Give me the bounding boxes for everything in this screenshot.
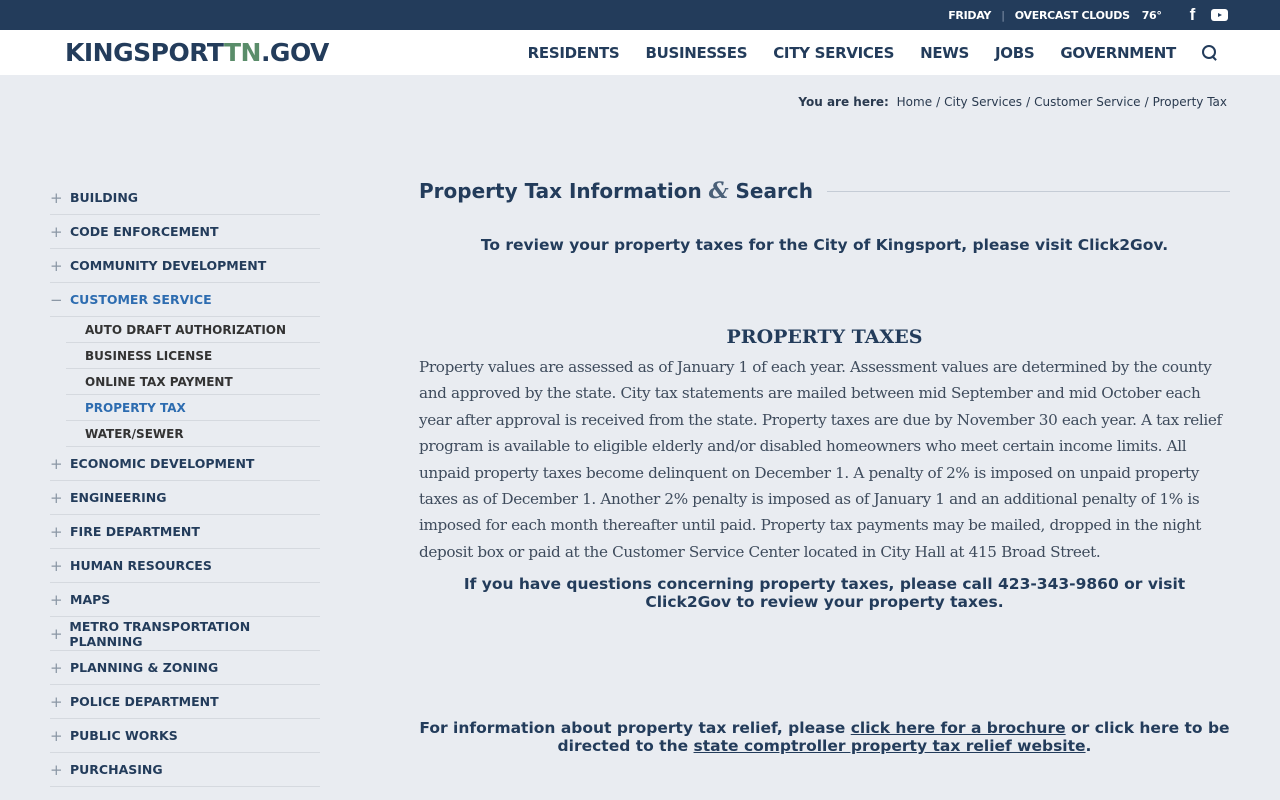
sidebar-item-public-works[interactable] [50,719,320,753]
sidebar-item-economic-development[interactable] [50,447,320,481]
sidebar-item-customer-service[interactable] [50,283,320,317]
sidebar-subitem-auto-draft-authorization[interactable]: AUTO DRAFT AUTHORIZATION [66,317,320,343]
sidebar-nav [50,181,320,787]
property-tax-body: Property values are assessed as of January 1 of each year. Assessment values are determined by the county and approved by the state. City tax statements are mailed between mid September and mid October each year after approval is received from the state. Property taxes are due by November 30 each year. A tax relief program is available to eligible elderly and/or disabled homeowners who meet certain income limits. All unpaid property taxes become delinquent on December 1. A penalty of 2% is imposed on unpaid property taxes as of December 1. Another 2% penalty is imposed as of January 1 and an additional penalty of 1% is imposed for each month thereafter until paid. Property tax payments may be mailed, dropped in the night deposit box or paid at the Customer Service Center located in City Hall at 415 Broad Street. [419,358,1222,561]
sidebar-item-label: CODE ENFORCEMENT [70,224,219,239]
sidebar-item-label: CUSTOMER SERVICE [70,292,212,307]
facebook-icon[interactable]: f [1189,5,1195,24]
collapse-icon[interactable]: − [50,290,63,309]
sidebar-item-label: BUILDING [70,190,139,205]
sidebar-item-police-department[interactable] [50,685,320,719]
sidebar-subitem-online-tax-payment[interactable]: ONLINE TAX PAYMENT [66,369,320,395]
sidebar-item-maps[interactable] [50,583,320,617]
page-title: Property Tax Information & Search [419,178,813,204]
site-logo[interactable] [65,38,329,67]
sidebar-subitem-business-license[interactable]: BUSINESS LICENSE [66,343,320,369]
sidebar-item-metro-transportation-planning[interactable] [50,617,320,651]
expand-icon[interactable]: + [50,454,63,473]
questions-text: If you have questions concerning property taxes, please call 423-343-9860 or visit Click2Gov to review your property taxes. [463,575,1186,612]
sidebar-item-label: ECONOMIC DEVELOPMENT [70,456,255,471]
sidebar-item-fire-department[interactable] [50,515,320,549]
sidebar-item-label: FIRE DEPARTMENT [70,524,200,539]
nav-jobs[interactable]: JOBS [995,43,1035,62]
search-icon[interactable] [1202,45,1218,61]
weather-day: FRIDAY [948,8,992,22]
nav-residents[interactable]: RESIDENTS [527,43,620,62]
nav-businesses[interactable]: BUSINESSES [645,43,748,62]
sidebar-item-code-enforcement[interactable] [50,215,320,249]
expand-icon[interactable]: + [50,488,63,507]
brochure-link[interactable]: click here for a brochure [850,719,1066,738]
breadcrumb-current: Property Tax [1152,95,1227,109]
top-bar [0,0,1280,30]
weather-condition: OVERCAST CLOUDS [1014,8,1130,22]
relief-text: For information about property tax relief, please click here for a brochure or click here to be directed to the state comptroller property tax relief website. [419,719,1230,756]
expand-icon[interactable]: + [50,624,63,643]
sidebar-item-label: METRO TRANSPORTATION PLANNING [69,618,251,649]
sidebar-item-community-development[interactable] [50,249,320,283]
expand-icon[interactable]: + [50,726,63,745]
sidebar-item-label: MAPS [70,592,111,607]
section-heading: PROPERTY TAXES [726,326,923,348]
sidebar-item-label: POLICE DEPARTMENT [70,694,219,709]
youtube-icon[interactable] [1211,9,1228,21]
breadcrumb-customer-service[interactable]: Customer Service [1034,95,1141,109]
breadcrumb-home[interactable]: Home [896,95,933,109]
main-nav [528,44,1280,62]
expand-icon[interactable]: + [50,692,63,711]
expand-icon[interactable]: + [50,522,63,541]
sidebar-item-label: PUBLIC WORKS [70,728,178,743]
expand-icon[interactable]: + [50,222,63,241]
expand-icon[interactable]: + [50,188,63,207]
breadcrumb: You are here: Home / City Services / Customer Service / Property Tax [798,95,1227,109]
sidebar-subitem-property-tax[interactable]: PROPERTY TAX [66,395,320,421]
breadcrumb-label: You are here: [798,95,889,109]
nav-city-services[interactable]: CITY SERVICES [773,43,895,62]
intro-text: To review your property taxes for the City of Kingsport, please visit Click2Gov. [480,236,1169,254]
sidebar-item-engineering[interactable] [50,481,320,515]
sidebar-subitem-water-sewer[interactable]: WATER/SEWER [66,421,320,447]
expand-icon[interactable]: + [50,590,63,609]
separator: | [1001,8,1005,22]
sidebar-item-label: ENGINEERING [70,490,167,505]
sidebar-item-planning-zoning[interactable] [50,651,320,685]
nav-news[interactable]: NEWS [920,43,970,62]
sidebar-item-purchasing[interactable] [50,753,320,787]
logo-text: KINGSPORT [65,38,224,67]
expand-icon[interactable]: + [50,256,63,275]
sidebar-item-label: PLANNING & ZONING [70,660,219,675]
breadcrumb-city-services[interactable]: City Services [944,95,1023,109]
main-content [419,178,1230,755]
sidebar-item-label: HUMAN RESOURCES [70,558,212,573]
logo-text-gov: .GOV [260,38,329,67]
comptroller-link[interactable]: state comptroller property tax relief website [693,737,1086,756]
title-divider [827,191,1230,192]
expand-icon[interactable]: + [50,658,63,677]
weather-temp: 76° [1141,8,1162,22]
header [0,30,1280,75]
sidebar-item-label: PURCHASING [70,762,163,777]
nav-government[interactable]: GOVERNMENT [1060,43,1176,62]
sidebar-item-label: COMMUNITY DEVELOPMENT [70,258,267,273]
expand-icon[interactable]: + [50,556,63,575]
expand-icon[interactable]: + [50,760,63,779]
sidebar-item-building[interactable] [50,181,320,215]
sidebar-item-human-resources[interactable] [50,549,320,583]
logo-text-tn: TN [223,38,261,67]
